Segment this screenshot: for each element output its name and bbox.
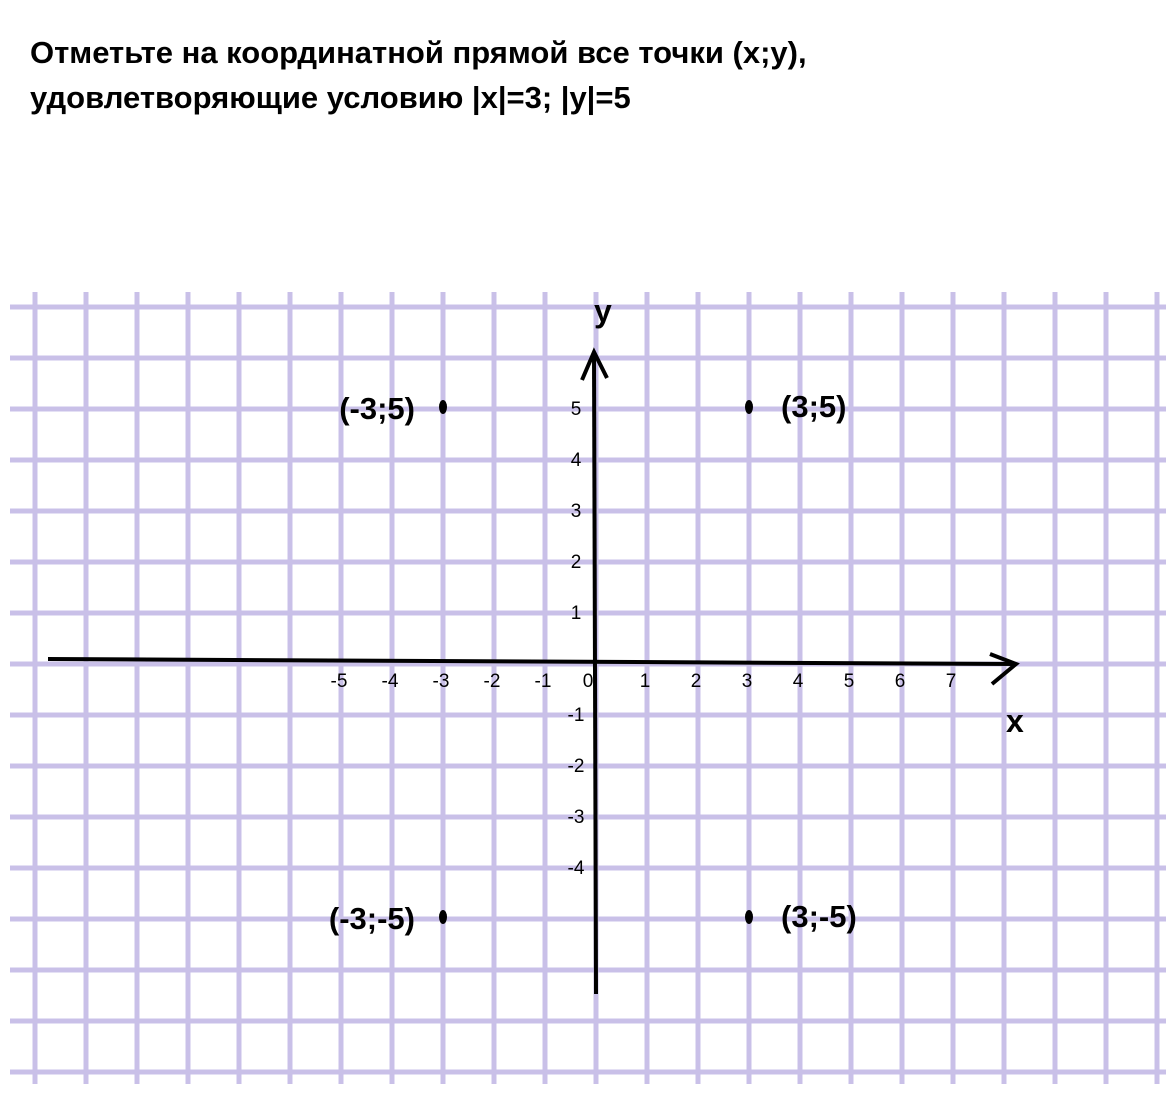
data-point bbox=[439, 910, 447, 924]
y-axis bbox=[594, 352, 596, 994]
x-tick-label: -2 bbox=[483, 671, 501, 692]
x-tick-label: -3 bbox=[432, 671, 450, 692]
data-point bbox=[745, 910, 753, 924]
y-tick-label: 3 bbox=[570, 501, 582, 522]
y-tick-label: 2 bbox=[570, 552, 582, 573]
y-tick-label: -2 bbox=[567, 756, 585, 777]
point-label: (3;5) bbox=[781, 389, 847, 424]
x-tick-label: -1 bbox=[534, 671, 552, 692]
x-tick-label: 6 bbox=[894, 671, 906, 692]
point-label: (3;-5) bbox=[781, 899, 857, 934]
x-tick-label: 1 bbox=[639, 671, 651, 692]
axes bbox=[48, 293, 1024, 994]
y-tick-label: 5 bbox=[570, 399, 582, 420]
x-tick-label: 4 bbox=[792, 671, 804, 692]
point-label: (-3;-5) bbox=[328, 901, 415, 936]
x-tick-label: 2 bbox=[690, 671, 702, 692]
tick-labels bbox=[331, 399, 957, 879]
y-tick-label: 4 bbox=[570, 450, 582, 471]
x-tick-label: 7 bbox=[945, 671, 957, 692]
y-tick-label: 1 bbox=[570, 603, 582, 624]
x-axis-label: x bbox=[1006, 703, 1024, 739]
y-tick-label: -1 bbox=[567, 705, 585, 726]
y-tick-label: -3 bbox=[567, 807, 585, 828]
problem-line-1: Отметьте на координатной прямой все точки (x;y), bbox=[30, 35, 807, 70]
x-tick-label: 3 bbox=[741, 671, 753, 692]
x-tick-label: 0 bbox=[582, 671, 594, 692]
x-tick-label: 5 bbox=[843, 671, 855, 692]
y-axis-label: y bbox=[594, 293, 612, 329]
point-label: (-3;5) bbox=[339, 391, 415, 426]
data-point bbox=[745, 400, 753, 414]
y-tick-label: -4 bbox=[567, 858, 585, 879]
data-point bbox=[439, 400, 447, 414]
problem-line-2: удовлетворяющие условию |x|=3; |y|=5 bbox=[30, 80, 631, 115]
x-tick-label: -5 bbox=[330, 671, 348, 692]
x-tick-label: -4 bbox=[381, 671, 399, 692]
